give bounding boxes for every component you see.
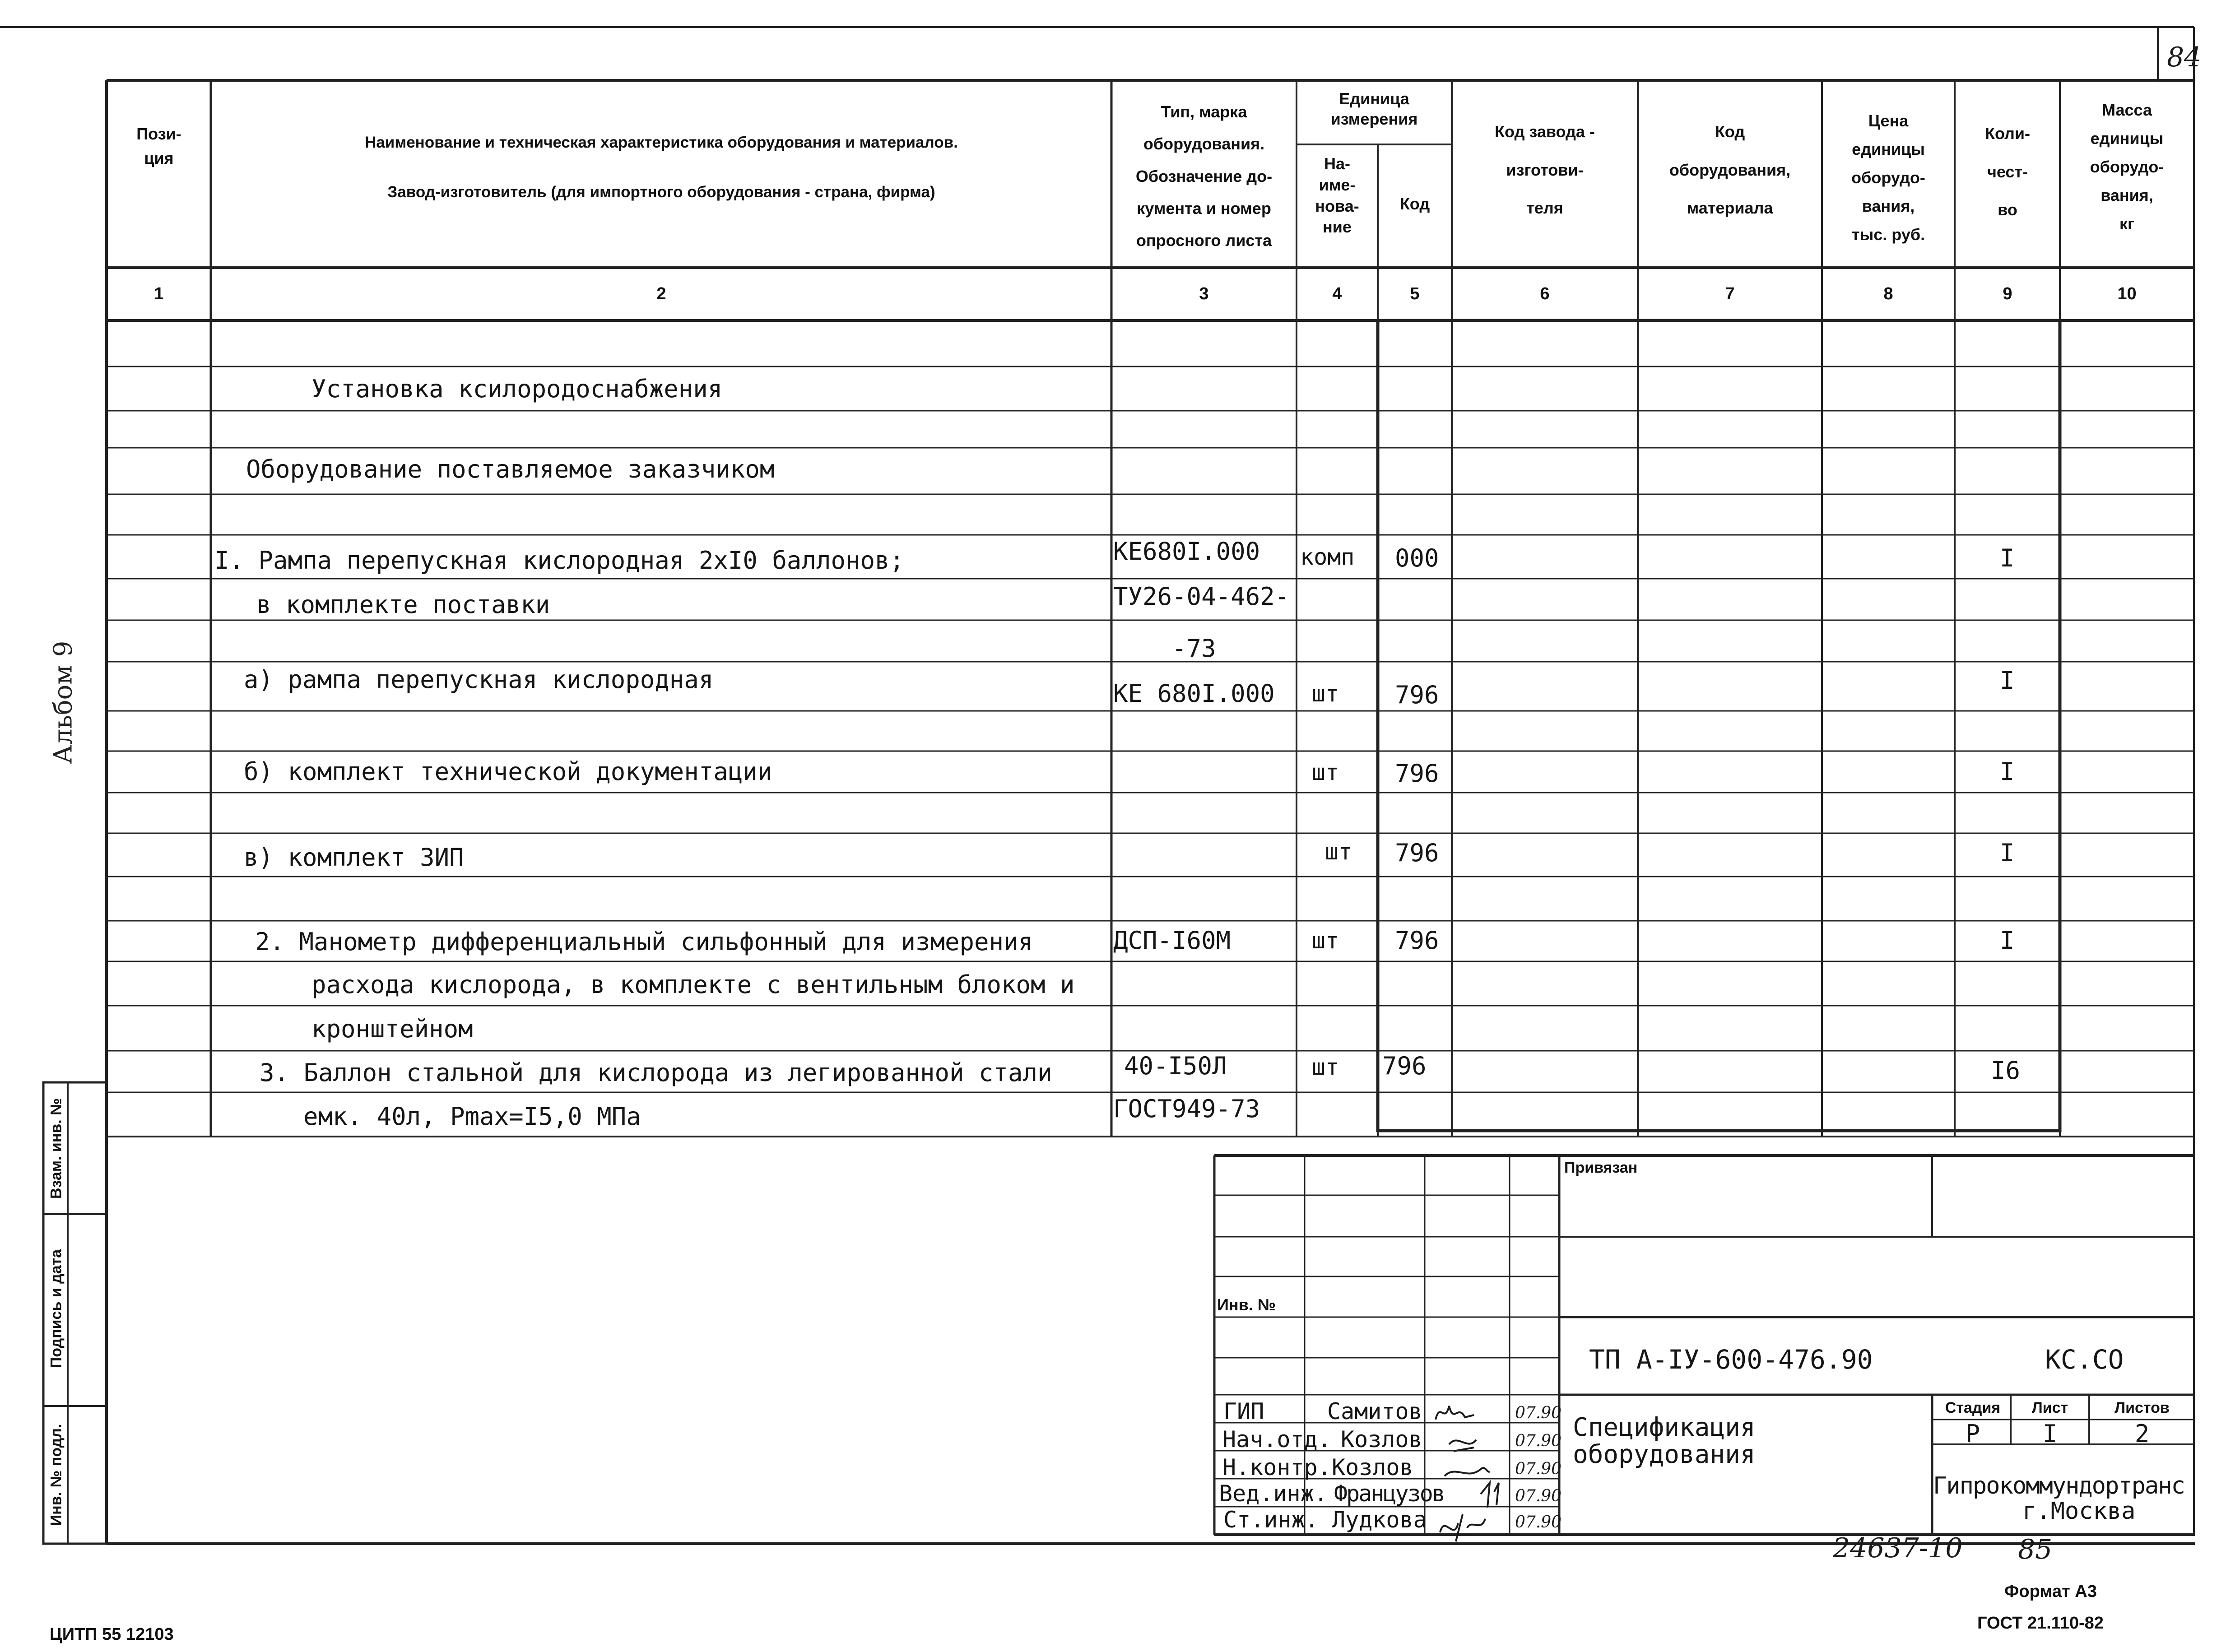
page-alt-number: 85 <box>2018 1534 2053 1565</box>
list-label: Лист <box>2031 1399 2068 1416</box>
item3-doc: ГОСТ949-73 <box>1113 1095 1260 1123</box>
item1a-code: 796 <box>1395 681 1439 709</box>
staff-role-2: Нач.отд. <box>1222 1426 1331 1452</box>
item1c-name: в) комплект ЗИП <box>244 843 464 872</box>
col-number-9: 9 <box>2003 284 2012 303</box>
signature-ludkova <box>1440 1514 1485 1541</box>
item3-unit: шт <box>1312 1054 1339 1080</box>
item1b-unit: шт <box>1312 759 1339 785</box>
stamp-vzam-inv: Взам. инв. № <box>47 1098 65 1199</box>
col-number-10: 10 <box>2117 284 2137 303</box>
staff-name-3: Козлов <box>1332 1454 1413 1480</box>
item1-doc2: -73 <box>1172 634 1216 663</box>
header-quantity: Коли- чест- во <box>1984 124 2031 219</box>
item2-line3: кронштейном <box>311 1015 473 1043</box>
item1a-name: а) рампа перепускная кислородная <box>244 665 714 694</box>
listov-label: Листов <box>2115 1399 2170 1416</box>
item1-unit: комп <box>1300 544 1355 570</box>
item2-unit: шт <box>1312 928 1339 954</box>
staff-role-4: Вед.инж. <box>1219 1480 1328 1507</box>
inv-no-label: Инв. № <box>1217 1295 1276 1314</box>
page-number: 84 <box>2167 42 2202 73</box>
item1b-qty: I <box>2000 757 2015 786</box>
item3-qty: I6 <box>1991 1056 2021 1085</box>
stadiya-label: Стадия <box>1945 1399 2001 1416</box>
col-number-1: 1 <box>154 284 164 303</box>
org-name: Гипрокоммундортранс <box>1933 1472 2184 1499</box>
signature-frantsuzov <box>1481 1483 1499 1508</box>
staff-name-4: Французов <box>1334 1480 1444 1507</box>
doc-title-1: Спецификация <box>1573 1413 1756 1442</box>
format-label: Формат А3 <box>2004 1582 2097 1601</box>
item1a-unit: шт <box>1312 681 1339 707</box>
list-value: I <box>2042 1420 2058 1448</box>
signature-marks <box>1431 1397 1512 1546</box>
staff-date-5: 07.90 <box>1515 1513 1562 1531</box>
col-number-7: 7 <box>1725 284 1735 303</box>
header-unit-group: Единица измерения <box>1330 89 1418 128</box>
item3-line2: емк. 40л, Рmax=I5,0 МПа <box>303 1102 641 1131</box>
gost-label: ГОСТ 21.110-82 <box>1977 1614 2104 1633</box>
item1b-name: б) комплект технической документации <box>244 757 772 786</box>
item1-sub: в комплекте поставки <box>256 590 550 619</box>
album-label: Альбом 9 <box>48 640 78 764</box>
header-name-line2: Завод-изготовитель (для импортного оборудования - страна, фирма) <box>387 183 935 201</box>
col-number-5: 5 <box>1410 284 1420 303</box>
col-number-4: 4 <box>1332 284 1342 303</box>
item3-type: 40-I50Л <box>1124 1052 1227 1080</box>
header-unit-name: На- име- нова- ние <box>1315 154 1359 237</box>
header-name-line1: Наименование и техническая характеристика оборудования и материалов. <box>365 134 958 151</box>
item1-doc1: ТУ26-04-462- <box>1113 582 1290 611</box>
item1-type: КЕ680I.000 <box>1113 537 1260 566</box>
staff-date-2: 07.90 <box>1515 1432 1562 1450</box>
item3-code: 796 <box>1382 1052 1427 1080</box>
item1c-code: 796 <box>1395 839 1439 867</box>
header-equipment-code: Код оборудования, материала <box>1669 122 1791 218</box>
item2-qty: I <box>2000 926 2015 955</box>
sheet-code: КС.СО <box>2045 1344 2124 1375</box>
staff-role-3: Н.контр. <box>1222 1454 1331 1480</box>
archive-number: 24637-10 <box>1833 1532 1963 1564</box>
header-manufacturer-code: Код завода - изготови- теля <box>1495 122 1595 218</box>
staff-name-1: Самитов <box>1327 1398 1422 1425</box>
item2-line2: расхода кислорода, в комплекте с вентильным блоком и <box>311 970 1075 999</box>
privyazan-label: Привязан <box>1564 1159 1638 1176</box>
staff-name-2: Козлов <box>1341 1426 1422 1452</box>
col-number-3: 3 <box>1199 284 1209 303</box>
item1-name: I. Рампа перепускная кислородная 2xI0 баллонов; <box>214 546 905 575</box>
section-title: Установка ксилородоснабжения <box>311 375 723 403</box>
item2-type: ДСП-I60М <box>1113 926 1231 955</box>
citp-label: ЦИТП 55 12103 <box>50 1625 174 1644</box>
header-position: Пози- ция <box>136 125 181 167</box>
header-mass: Масса единицы оборудо- вания, кг <box>2090 101 2164 233</box>
org-city: г.Москва <box>2022 1498 2136 1525</box>
staff-date-3: 07.90 <box>1515 1460 1562 1478</box>
stamp-inv-podl: Инв. № подл. <box>47 1424 65 1526</box>
signature-kozlov-1 <box>1449 1440 1476 1451</box>
doc-title-2: оборудования <box>1573 1440 1756 1469</box>
staff-role-1: ГИП <box>1223 1398 1264 1425</box>
staff-date-4: 07.90 <box>1515 1487 1562 1505</box>
subsection-title: Оборудование поставляемое заказчиком <box>246 455 775 483</box>
item1c-unit: шт <box>1325 839 1352 865</box>
header-unit-code: Код <box>1399 195 1430 213</box>
listov-value: 2 <box>2134 1420 2150 1448</box>
col-number-6: 6 <box>1540 284 1550 303</box>
item1-code: 000 <box>1395 544 1439 572</box>
header-price: Цена единицы оборудо- вания, тыс. руб. <box>1851 111 1925 244</box>
col-number-8: 8 <box>1883 284 1893 303</box>
signature-kozlov-2 <box>1445 1468 1490 1476</box>
stadiya-value: Р <box>1965 1420 1980 1448</box>
staff-name-5: Лудкова <box>1332 1507 1427 1533</box>
signature-samitov <box>1436 1406 1474 1420</box>
item2-code: 796 <box>1395 926 1439 955</box>
item1a-type: КЕ 680I.000 <box>1113 679 1275 708</box>
header-type: Тип, марка оборудования. Обозначение до- кумента и номер опросного листа <box>1135 102 1273 250</box>
col-number-2: 2 <box>656 284 666 303</box>
item3-line1: 3. Баллон стальной для кислорода из легированной стали <box>260 1058 1052 1087</box>
item1b-code: 796 <box>1395 759 1439 788</box>
stamp-podpis-data: Подпись и дата <box>47 1249 65 1369</box>
item1-qty: I <box>2000 544 2015 572</box>
item1a-qty: I <box>2000 666 2015 695</box>
doc-code: ТП А-IУ-600-476.90 <box>1589 1344 1873 1375</box>
item1c-qty: I <box>2000 839 2015 867</box>
staff-date-1: 07.90 <box>1515 1404 1562 1422</box>
item2-line1: 2. Манометр дифференциальный сильфонный для измерения <box>255 928 1033 956</box>
staff-role-5: Ст.инж. <box>1223 1507 1319 1533</box>
